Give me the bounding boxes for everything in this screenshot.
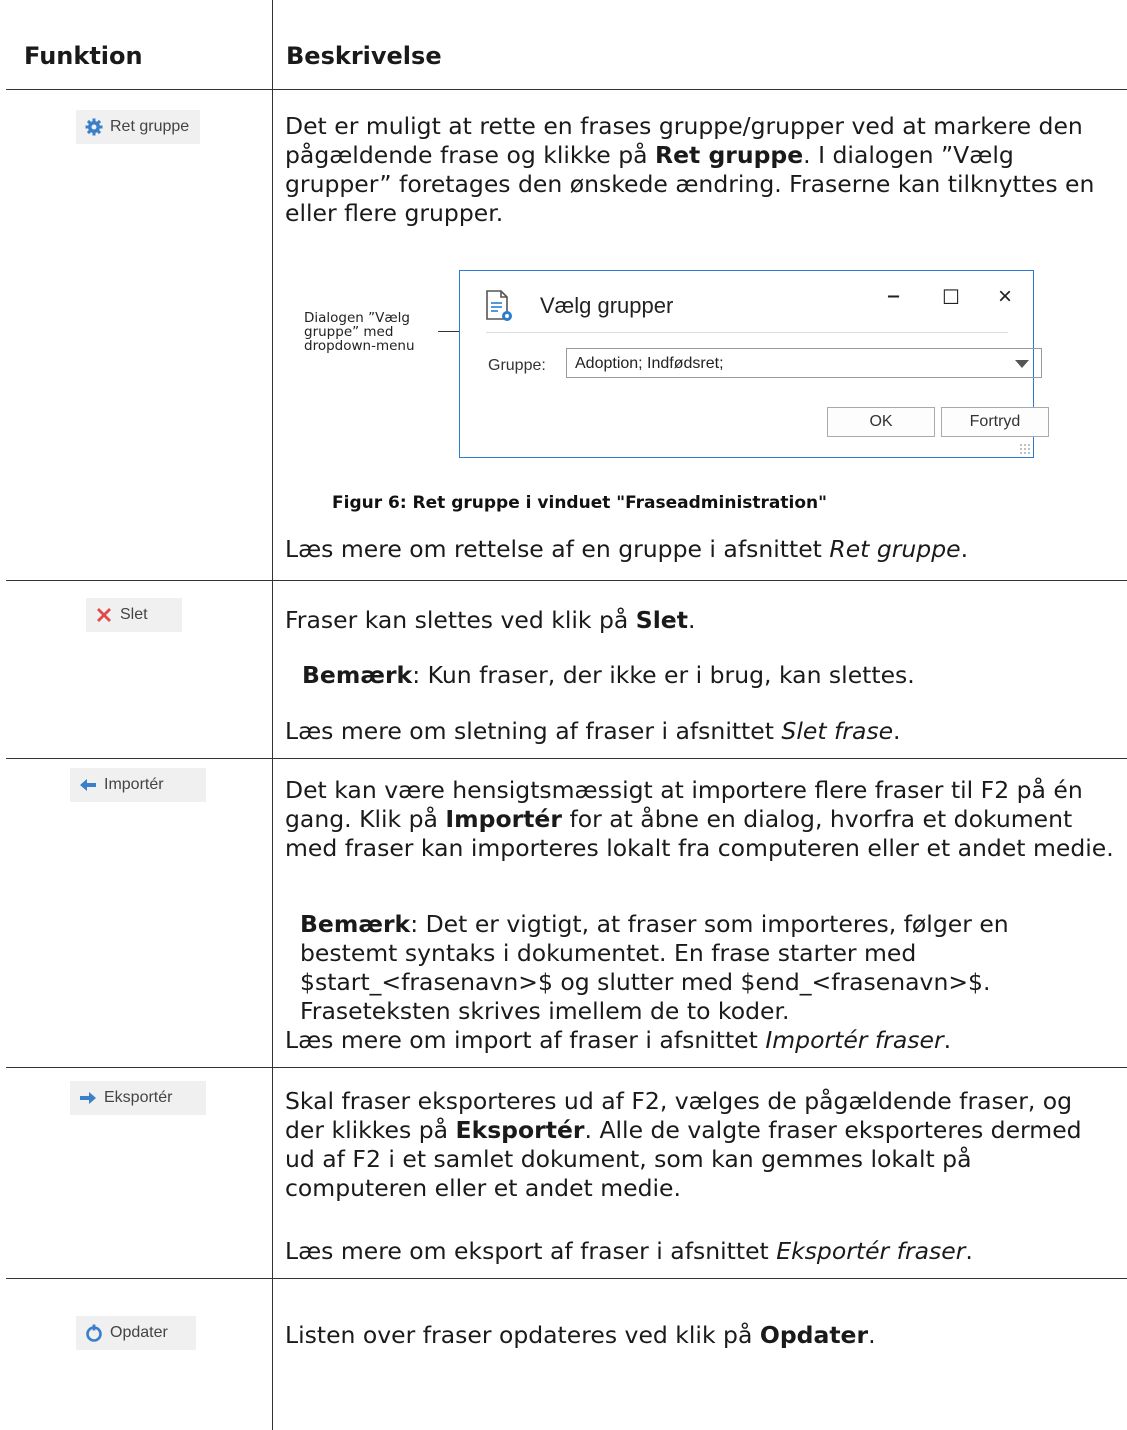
refresh-icon bbox=[84, 1323, 104, 1343]
arrow-right-icon bbox=[78, 1088, 98, 1108]
ret-gruppe-button-label: Ret gruppe bbox=[110, 118, 190, 135]
dialog-title-separator bbox=[486, 332, 1008, 333]
importer-description: Det kan være hensigtsmæssigt at importere flere fraser til F2 på én gang. Klik på Importér for at åbne en dialog, hvorfra et dokument med fraser kan importeres lokalt fra computeren eller et andet medie. bbox=[285, 776, 1114, 862]
resize-grip[interactable] bbox=[1019, 443, 1031, 455]
maximize-button[interactable]: ☐ bbox=[942, 287, 960, 309]
group-dropdown[interactable] bbox=[566, 348, 1042, 378]
slet-read-more: Læs mere om sletning af fraser i afsnittet Slet frase. bbox=[285, 717, 901, 745]
slet-frase-section-link: Slet frase bbox=[781, 717, 894, 745]
ok-button[interactable]: OK bbox=[827, 407, 935, 437]
figure-caption: Figur 6: Ret gruppe i vinduet "Fraseadministration" bbox=[332, 493, 827, 513]
column-divider bbox=[272, 0, 273, 1430]
chevron-down-icon[interactable] bbox=[1015, 360, 1029, 368]
opdater-description: Listen over fraser opdateres ved klik på Opdater. bbox=[285, 1321, 876, 1349]
ret-gruppe-description: Det er muligt at rette en frases gruppe/grupper ved at markere den pågældende frase og klikke på Ret gruppe. I dialogen ”Vælg grupper” foretages den ønskede ændring. Fraserne kan tilknyttes en eller flere grupper. bbox=[285, 112, 1095, 227]
slet-button[interactable] bbox=[86, 598, 182, 632]
eksporter-button[interactable] bbox=[70, 1081, 206, 1115]
group-label: Gruppe: bbox=[488, 357, 546, 374]
figure-annotation: Dialogen ”Vælg gruppe” med dropdown-menu bbox=[304, 310, 415, 354]
fortryd-button[interactable]: Fortryd bbox=[941, 407, 1049, 437]
importer-button[interactable] bbox=[70, 768, 206, 802]
importer-fraser-section-link: Importér fraser bbox=[765, 1026, 944, 1054]
slet-note: Bemærk: Kun fraser, der ikke er i brug, kan slettes. bbox=[302, 661, 915, 689]
header-divider bbox=[6, 89, 1127, 90]
eksporter-button-label: Eksportér bbox=[104, 1089, 173, 1106]
document-settings-icon bbox=[484, 289, 514, 323]
ret-gruppe-read-more: Læs mere om rettelse af en gruppe i afsnittet Ret gruppe. bbox=[285, 535, 969, 563]
arrow-left-icon bbox=[78, 775, 98, 795]
row-divider bbox=[6, 758, 1127, 759]
slet-description: Fraser kan slettes ved klik på Slet. bbox=[285, 606, 696, 634]
eksporter-read-more: Læs mere om eksport af fraser i afsnittet Eksportér fraser. bbox=[285, 1237, 973, 1265]
dialog-title: Vælg grupper bbox=[540, 293, 674, 318]
column-header-description: Beskrivelse bbox=[286, 42, 442, 70]
row-divider bbox=[6, 580, 1127, 581]
importer-button-label: Importér bbox=[104, 776, 164, 793]
column-header-function: Funktion bbox=[24, 42, 143, 70]
vaelg-grupper-dialog bbox=[459, 270, 1034, 458]
slet-button-label: Slet bbox=[120, 606, 148, 623]
group-dropdown-value: Adoption; Indfødsret; bbox=[575, 355, 724, 372]
delete-x-icon bbox=[94, 605, 114, 625]
minimize-button[interactable]: ‒ bbox=[888, 285, 900, 307]
eksporter-fraser-section-link: Eksportér fraser bbox=[776, 1237, 966, 1265]
row-divider bbox=[6, 1278, 1127, 1279]
opdater-button-label: Opdater bbox=[110, 1324, 168, 1341]
gear-icon bbox=[84, 117, 104, 137]
ret-gruppe-button[interactable] bbox=[76, 110, 200, 144]
opdater-button[interactable] bbox=[76, 1316, 196, 1350]
eksporter-description: Skal fraser eksporteres ud af F2, vælges de pågældende fraser, og der klikkes på Eksportér. Alle de valgte fraser eksporteres dermed ud af F2 i et samlet dokument, som kan gemmes lokalt på computeren eller et andet medie. bbox=[285, 1087, 1082, 1202]
ret-gruppe-section-link: Ret gruppe bbox=[829, 535, 961, 563]
close-button[interactable]: × bbox=[998, 283, 1013, 310]
row-divider bbox=[6, 1067, 1127, 1068]
importer-note: Bemærk: Det er vigtigt, at fraser som importeres, følger en bestemt syntaks i dokumentet. En frase starter med $start_<frasenavn>$ og slutter med $end_<frasenavn>$. Fraseteksten skrives imellem de to koder. bbox=[300, 910, 1009, 1025]
importer-read-more: Læs mere om import af fraser i afsnittet Importér fraser. bbox=[285, 1026, 952, 1054]
